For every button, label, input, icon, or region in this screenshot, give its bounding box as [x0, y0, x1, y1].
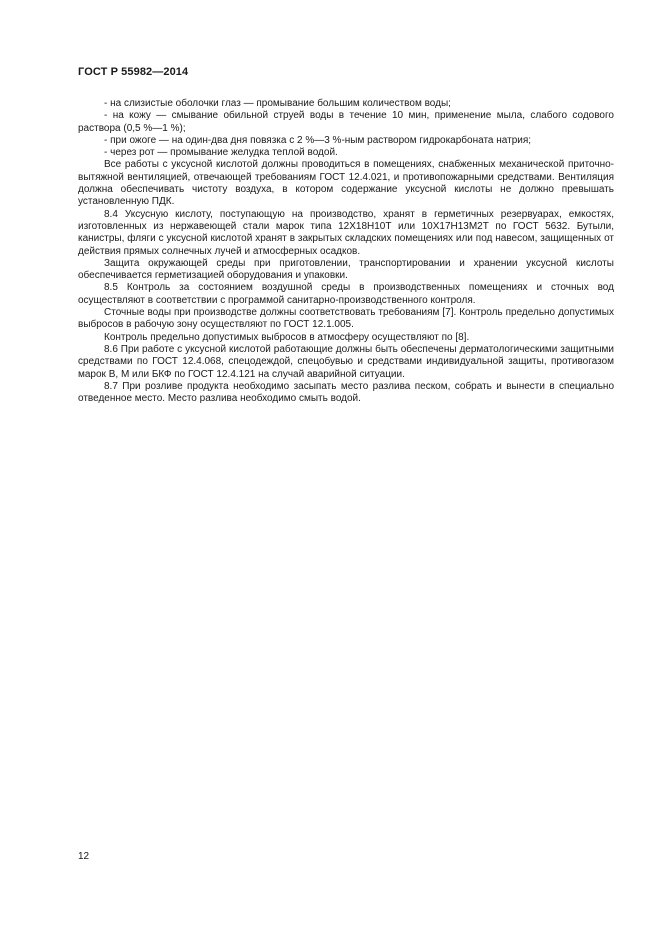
paragraph: - через рот — промывание желудка теплой водой.: [104, 147, 338, 159]
page-number: 12: [78, 851, 90, 862]
document-body: [78, 98, 614, 405]
paragraph: Все работы с уксусной кислотой должны проводиться в помещениях, снабженных механической приточно-вытяжной вентиляцией, отвечающей требованиям ГОСТ 12.4.021, и противопожарными средствами. Вентиляция должна обеспечивать чистоту воздуха, в котором содержание уксусной кислоты не должно превышать установленную ПДК.: [78, 159, 614, 208]
paragraph: 8.7 При розливе продукта необходимо засыпать место разлива песком, собрать и вынести в специально отведенное место. Место разлива необходимо смыть водой.: [78, 380, 614, 405]
paragraph: Контроль предельно допустимых выбросов в атмосферу осуществляют по [8].: [104, 331, 470, 343]
paragraph: Сточные воды при производстве должны соответствовать требованиям [7]. Контроль предельно допустимых выбросов в рабочую зону осуществляют по ГОСТ 12.1.005.: [78, 307, 614, 331]
paragraph: 8.6 При работе с уксусной кислотой работающие должны быть обеспечены дерматологическими защитными средствами по ГОСТ 12.4.068, спецодеждой, спецобувью и средствами индивидуальной защиты, противогазом марок В, М или БКФ по ГОСТ 12.4.121 на случай аварийной ситуации.: [78, 343, 614, 380]
paragraph: - на кожу — смывание обильной струей воды в течение 10 мин, применение мыла, слабого содового раствора (0,5 %—1 %);: [78, 110, 614, 134]
paragraph: - при ожоге — на один-два дня повязка с 2 %—3 %-ным раствором гидрокарбоната натрия;: [104, 134, 532, 146]
paragraph: - на слизистые оболочки глаз — промывание большим количеством воды;: [104, 98, 451, 109]
document-header: ГОСТ Р 55982—2014: [78, 66, 189, 78]
paragraph: Защита окружающей среды при приготовлении, транспортировании и хранении уксусной кислоты обеспечивается герметизацией оборудования и упаковки.: [78, 257, 614, 282]
paragraph: 8.4 Уксусную кислоту, поступающую на производство, хранят в герметичных резервуарах, емкостях, изготовленных из нержавеющей стали марок типа 12Х18Н10Т или 10Х17Н13М2Т по ГОСТ 5632. Бутыли, канистры, фляги с уксусной кислотой хранят в закрытых складских помещениях или под навесом, защищенных от действия прямых солнечных лучей и атмосферных осадков.: [78, 208, 614, 257]
paragraph: 8.5 Контроль за состоянием воздушной среды в производственных помещениях и сточных вод осуществляют в соответствии с программой санитарно-производственного контроля.: [78, 282, 614, 306]
